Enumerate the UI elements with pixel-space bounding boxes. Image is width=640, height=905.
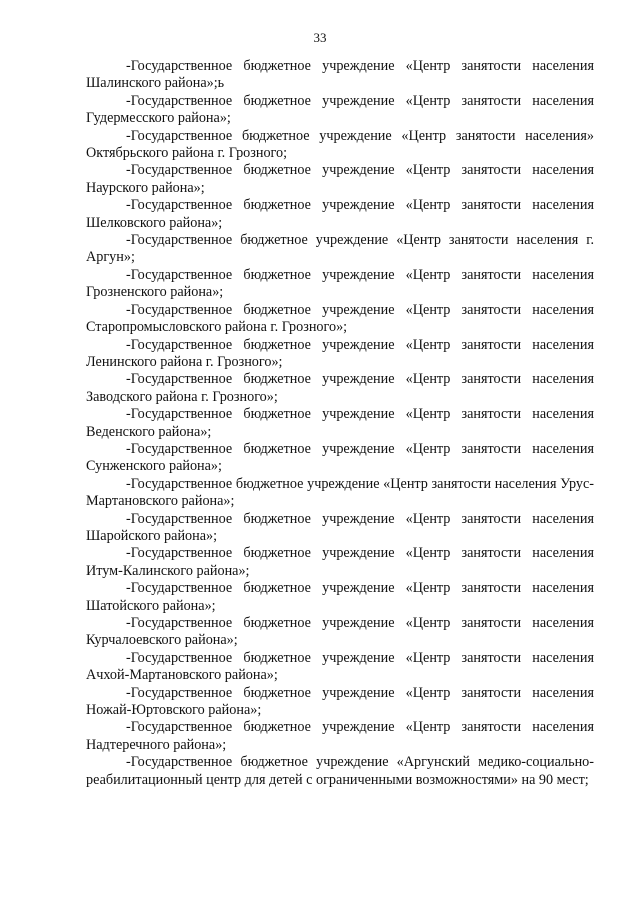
list-item	[86, 58, 594, 93]
list-item-text: -Государственное бюджетное учреждение «Центр занятости населения Надтеречного района»;	[86, 719, 594, 753]
list-item	[86, 197, 594, 232]
list-item-text: -Государственное бюджетное учреждение «Центр занятости населения г. Аргун»;	[86, 232, 594, 266]
list-item	[86, 650, 594, 685]
list-item-text: -Государственное бюджетное учреждение «Центр занятости населения Ачхой-Мартановского района»;	[86, 649, 594, 684]
list-item-text: -Государственное бюджетное учреждение «Аргунский медико-социально-реабилитационный центр для детей с ограниченными возможностями» на 90 мест;	[86, 754, 594, 788]
list-item-text: -Государственное бюджетное учреждение «Центр занятости населения Ножай-Юртовского района»;	[86, 684, 594, 719]
list-item-text: -Государственное бюджетное учреждение «Центр занятости населения Ленинского района г. Грозного»;	[86, 336, 594, 370]
list-item-text: -Государственное бюджетное учреждение «Центр занятости населения Грозненского района»;	[86, 266, 594, 301]
list-item-text: -Государственное бюджетное учреждение «Центр занятости населения Шатойского района»;	[86, 580, 594, 614]
list-item	[86, 545, 594, 580]
list-item-text: -Государственное бюджетное учреждение «Центр занятости населения Старопромысловского района г. Грозного»;	[86, 301, 594, 336]
list-item-text: -Государственное бюджетное учреждение «Центр занятости населения Веденского района»;	[86, 406, 594, 440]
list-item-text: -Государственное бюджетное учреждение «Центр занятости населения Наурского района»;	[86, 162, 594, 196]
list-item-text: -Государственное бюджетное учреждение «Центр занятости населения Курчалоевского района»;	[86, 615, 594, 649]
list-item	[86, 511, 594, 546]
list-item-text: -Государственное бюджетное учреждение «Центр занятости населения Гудермесского района»;	[86, 92, 594, 127]
list-item	[86, 232, 594, 267]
list-item	[86, 580, 594, 615]
list-item	[86, 406, 594, 441]
list-item-text: -Государственное бюджетное учреждение «Центр занятости населения Итум-Калинского района»;	[86, 545, 594, 579]
list-item	[86, 93, 594, 128]
list-item	[86, 162, 594, 197]
page-number: 33	[313, 30, 327, 45]
list-item	[86, 371, 594, 406]
list-item	[86, 302, 594, 337]
list-item-text: -Государственное бюджетное учреждение «Центр занятости населения Шаройского района»;	[86, 510, 594, 544]
list-item-text: -Государственное бюджетное учреждение «Центр занятости населения Заводского района г. Грозного»;	[86, 371, 594, 405]
list-item	[86, 719, 594, 754]
list-item	[86, 267, 594, 302]
list-item-text: -Государственное бюджетное учреждение «Центр занятости населения Шалинского района»;ь	[86, 58, 594, 92]
list-item-text: -Государственное бюджетное учреждение «Центр занятости населения Шелковского района»;	[86, 197, 594, 231]
list-item	[86, 337, 594, 372]
list-item-text: -Государственное бюджетное учреждение «Центр занятости населения» Октябрьского района г. Грозного;	[86, 127, 594, 162]
list-item	[86, 476, 594, 511]
document-body	[86, 58, 594, 789]
list-item	[86, 441, 594, 476]
list-item-text: -Государственное бюджетное учреждение «Центр занятости населения Урус-Мартановского района»;	[86, 475, 594, 510]
list-item-text: -Государственное бюджетное учреждение «Центр занятости населения Сунженского района»;	[86, 440, 594, 475]
list-item	[86, 754, 594, 789]
list-item	[86, 685, 594, 720]
list-item	[86, 128, 594, 163]
list-item	[86, 615, 594, 650]
